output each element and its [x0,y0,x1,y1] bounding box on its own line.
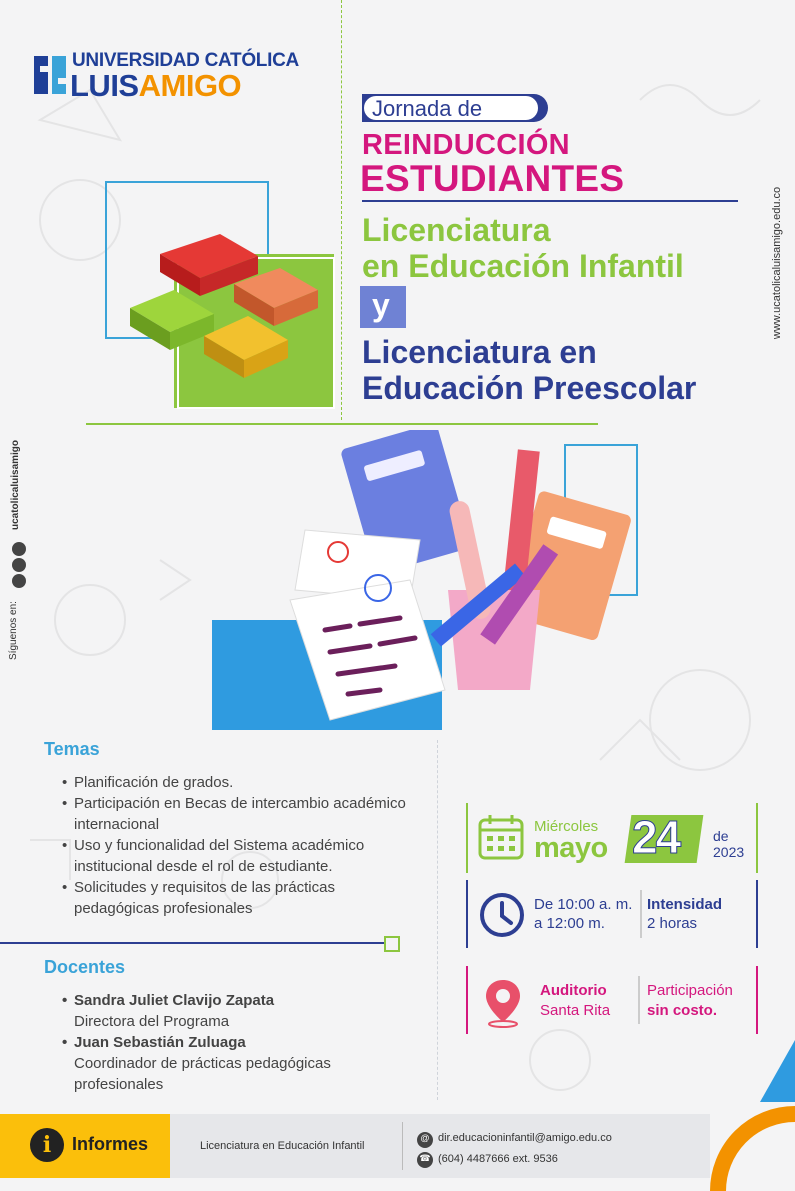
info-icon: i [30,1128,64,1162]
time-separator [640,890,642,938]
topic-item: • Uso y funcionalidad del Sistema académico institucional desde el rol de estudiante. [62,835,422,877]
logo-emblem-icon [30,52,70,98]
program2-title-line2: Educación Preescolar [362,370,697,406]
event-day: 24 [632,811,680,863]
footer-divider [402,1122,403,1170]
school-supplies-illustration [210,430,640,746]
topics-title: Temas [44,739,100,759]
footer-phone[interactable]: (604) 4487666 ext. 9536 [438,1153,558,1165]
intensity-value: 2 horas [647,915,698,932]
intensity-label: Intensidad [647,896,723,913]
website-vertical[interactable]: www.ucatolicaluisamigo.edu.co [771,186,783,340]
teacher-role: Directora del Programa [74,1013,230,1030]
calendar-icon [477,813,525,861]
program1-title-line1: Licenciatura [362,212,551,248]
topic-item: • Planificación de grados. [62,772,422,793]
place-value: Santa Rita [540,1002,611,1019]
topics-divider [0,942,390,944]
logo-luisamigo-text: LUISAMIGO [70,68,242,103]
divider-square [384,936,400,952]
participation-value: sin costo. [647,1002,718,1019]
estudiantes-title: ESTUDIANTES [360,158,625,199]
section-divider [86,423,598,425]
follow-label: Síguenos en: [8,601,19,660]
topic-item: • Solicitudes y requisitos de las prácticas pedagógicas profesionales [62,877,422,919]
university-logo [30,50,299,103]
place-label: Auditorio [540,982,607,999]
footer-program: Licenciatura en Educación Infantil [200,1140,365,1152]
location-pin-icon [483,978,523,1028]
title-divider [362,200,738,202]
dashed-divider-top [341,0,342,420]
logo-university-text: UNIVERSIDAD CATÓLICA [72,50,299,71]
event-month: mayo [534,832,608,864]
puzzle-illustration [100,178,340,414]
program1-title-line2: en Educación Infantil [362,248,684,284]
topics-list [62,772,422,919]
phone-icon: ☎ [417,1152,433,1168]
program2-title-line1: Licenciatura en [362,334,597,370]
event-time-end: a 12:00 m. [534,915,605,932]
teacher-name: • Sandra Juliet Clavijo Zapata [62,990,402,1011]
clock-icon [478,891,526,939]
reinduccion-title: REINDUCCIÓN [362,129,570,161]
corner-arc [710,1106,795,1191]
email-icon: @ [417,1132,433,1148]
place-separator [638,976,640,1024]
teachers-title: Docentes [44,957,126,977]
event-year: 2023 [713,844,745,860]
informes-label: Informes [72,1134,149,1154]
social-follow [8,601,28,890]
teacher-role: Coordinador de prácticas pedagógicas profesionales [74,1055,331,1093]
event-time-start: De 10:00 a. m. [534,896,633,913]
corner-triangle [760,1040,795,1102]
participation-label: Participación [647,982,733,999]
topic-item: • Participación en Becas de intercambio académico internacional [62,793,422,835]
footer-email[interactable]: dir.educacioninfantil@amigo.edu.co [438,1132,612,1144]
social-handle[interactable]: ucatolicaluisamigo [10,439,21,530]
dashed-divider-bottom [437,740,438,1100]
jornada-label: Jornada de [372,96,483,121]
teachers-list [62,990,402,1095]
connector-text: y [372,287,390,323]
event-de: de [713,828,729,844]
teacher-name: • Juan Sebastián Zuluaga [62,1032,402,1053]
event-weekday: Miércoles [534,818,599,835]
